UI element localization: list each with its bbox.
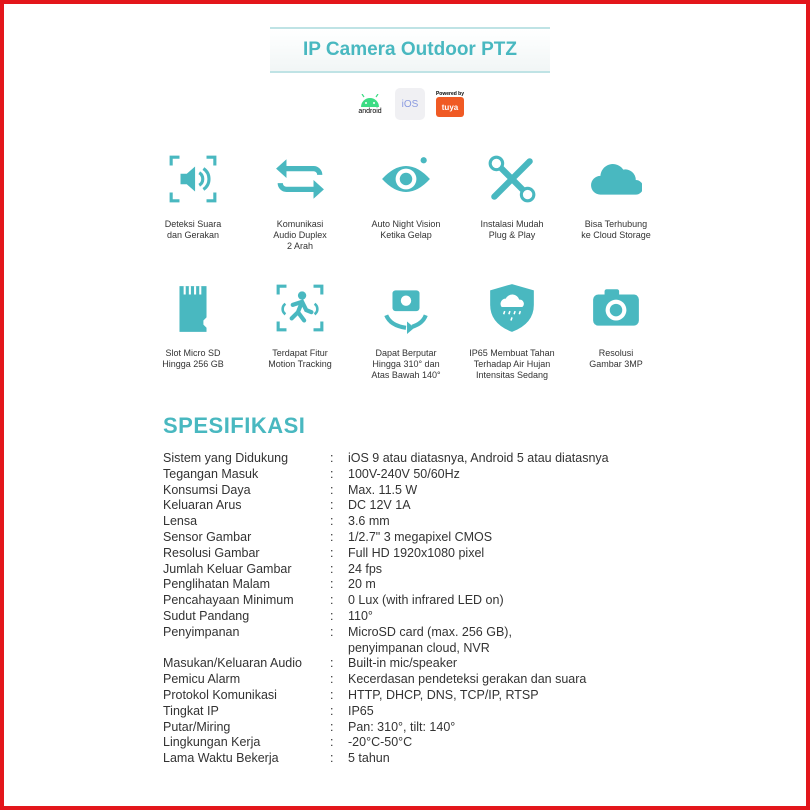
spec-value: 20 m (348, 577, 376, 592)
cloud-icon (590, 153, 642, 205)
spec-colon: : (330, 608, 334, 623)
page-title: IP Camera Outdoor PTZ (303, 39, 517, 60)
spec-row (163, 751, 609, 767)
spec-row (163, 735, 609, 751)
spec-value: 0 Lux (with infrared LED on) (348, 593, 504, 608)
tuya-powered-label: Powered by (435, 91, 465, 97)
spec-label: Keluaran Arus (163, 498, 242, 513)
spec-label: Sistem yang Didukung (163, 451, 289, 465)
spec-label: Lensa (163, 514, 198, 529)
android-logo (355, 88, 385, 120)
feature-rain-shield (457, 282, 567, 381)
spec-row (163, 672, 609, 688)
feature-sound-detect (138, 153, 248, 241)
ios-label: iOS (401, 98, 419, 110)
spec-colon: : (330, 735, 334, 750)
feature-label: Komunikasi Audio Duplex 2 Arah (273, 219, 327, 251)
spec-label: Tegangan Masuk (163, 466, 259, 481)
spec-value: 3.6 mm (348, 514, 390, 529)
spec-value: MicroSD card (max. 256 GB), penyimpanan cloud, NVR (348, 624, 512, 655)
feature-label: Terdapat Fitur Motion Tracking (268, 348, 332, 369)
spec-colon: : (330, 561, 334, 576)
feature-rotate-camera (351, 282, 461, 381)
spec-label: Konsumsi Daya (163, 482, 251, 497)
feature-cloud (561, 153, 671, 241)
spec-value: 100V-240V 50/60Hz (348, 466, 460, 481)
platform-logos (355, 88, 465, 120)
feature-camera (561, 282, 671, 370)
spec-value: Pan: 310°, tilt: 140° (348, 719, 456, 734)
feature-motion-tracking (245, 282, 355, 370)
spec-colon: : (330, 451, 334, 465)
title-banner (270, 27, 550, 73)
feature-label: Instalasi Mudah Plug & Play (480, 219, 544, 240)
spec-colon: : (330, 751, 334, 766)
spec-value: -20°C-50°C (348, 735, 413, 750)
spec-label: Lingkungan Kerja (163, 735, 261, 750)
spec-colon: : (330, 672, 334, 687)
two-way-arrows-icon (274, 153, 326, 205)
spec-label: Sensor Gambar (163, 529, 252, 544)
spec-row (163, 593, 609, 609)
camera-icon (590, 282, 642, 334)
spec-heading: SPESIFIKASI (163, 413, 306, 438)
spec-row (163, 498, 609, 514)
feature-label: Bisa Terhubung ke Cloud Storage (581, 219, 651, 240)
spec-row (163, 577, 609, 593)
spec-row (163, 530, 609, 546)
spec-value: 24 fps (348, 561, 383, 576)
spec-value: Max. 11.5 W (348, 482, 418, 497)
spec-row (163, 514, 609, 530)
spec-colon: : (330, 466, 334, 481)
ios-logo (395, 88, 425, 120)
feature-two-way-arrows (245, 153, 355, 252)
spec-value: 1/2.7" 3 megapixel CMOS (348, 529, 493, 544)
feature-label: Dapat Berputar Hingga 310° dan Atas Bawah 140° (371, 348, 441, 380)
spec-row (163, 451, 609, 467)
spec-row (163, 546, 609, 562)
feature-label: Resolusi Gambar 3MP (589, 348, 643, 369)
spec-row (163, 704, 609, 720)
eye-icon (380, 153, 432, 205)
spec-value: IP65 (348, 703, 374, 718)
spec-label: Lama Waktu Bekerja (163, 751, 279, 766)
spec-label: Jumlah Keluar Gambar (163, 561, 292, 576)
spec-colon: : (330, 656, 334, 671)
spec-label: Pemicu Alarm (163, 672, 241, 687)
spec-label: Penglihatan Malam (163, 577, 271, 592)
spec-label: Resolusi Gambar (163, 545, 260, 560)
feature-sd-card (138, 282, 248, 370)
sd-card-icon (167, 282, 219, 334)
spec-colon: : (330, 593, 334, 608)
spec-row (163, 720, 609, 736)
rotate-camera-icon (380, 282, 432, 334)
feature-tools (457, 153, 567, 241)
spec-value: DC 12V 1A (348, 498, 411, 513)
spec-value: Kecerdasan pendeteksi gerakan dan suara (348, 672, 587, 687)
spec-colon: : (330, 687, 334, 702)
spec-colon: : (330, 577, 334, 592)
spec-row (163, 483, 609, 499)
spec-row (163, 688, 609, 704)
android-icon (359, 94, 381, 108)
rain-shield-icon (486, 282, 538, 334)
motion-tracking-icon (274, 282, 326, 334)
spec-value: 110° (348, 608, 373, 623)
spec-colon: : (330, 529, 334, 544)
spec-colon: : (330, 703, 334, 718)
spec-colon: : (330, 514, 334, 529)
spec-value: 5 tahun (348, 751, 390, 766)
spec-row (163, 562, 609, 578)
tools-icon (486, 153, 538, 205)
feature-label: Auto Night Vision Ketika Gelap (371, 219, 441, 240)
tuya-label: tuya (441, 102, 459, 112)
spec-table (163, 451, 609, 767)
spec-value: Full HD 1920x1080 pixel (348, 545, 485, 560)
spec-label: Protokol Komunikasi (163, 687, 277, 702)
spec-colon: : (330, 498, 334, 513)
spec-colon: : (330, 545, 334, 560)
tuya-logo (435, 88, 465, 120)
spec-label: Pencahayaan Minimum (163, 593, 294, 608)
feature-label: IP65 Membuat Tahan Terhadap Air Hujan Intensitas Sedang (469, 348, 555, 380)
spec-label: Penyimpanan (163, 624, 240, 639)
spec-label: Masukan/Keluaran Audio (163, 656, 302, 671)
spec-colon: : (330, 482, 334, 497)
spec-value: HTTP, DHCP, DNS, TCP/IP, RTSP (348, 687, 539, 702)
spec-label: Sudut Pandang (163, 608, 250, 623)
spec-row (163, 467, 609, 483)
spec-row (163, 609, 609, 625)
spec-colon: : (330, 719, 334, 734)
spec-value: Built-in mic/speaker (348, 656, 458, 671)
android-label: android (358, 107, 382, 115)
feature-label: Deteksi Suara dan Gerakan (164, 219, 222, 240)
spec-label: Putar/Miring (163, 719, 231, 734)
spec-colon: : (330, 624, 334, 639)
feature-label: Slot Micro SD Hingga 256 GB (162, 348, 224, 369)
sound-detect-icon (167, 153, 219, 205)
spec-row (163, 625, 609, 657)
spec-row (163, 656, 609, 672)
spec-value: iOS 9 atau diatasnya, Android 5 atau diatasnya (348, 451, 609, 465)
spec-label: Tingkat IP (163, 703, 219, 718)
feature-eye (351, 153, 461, 241)
